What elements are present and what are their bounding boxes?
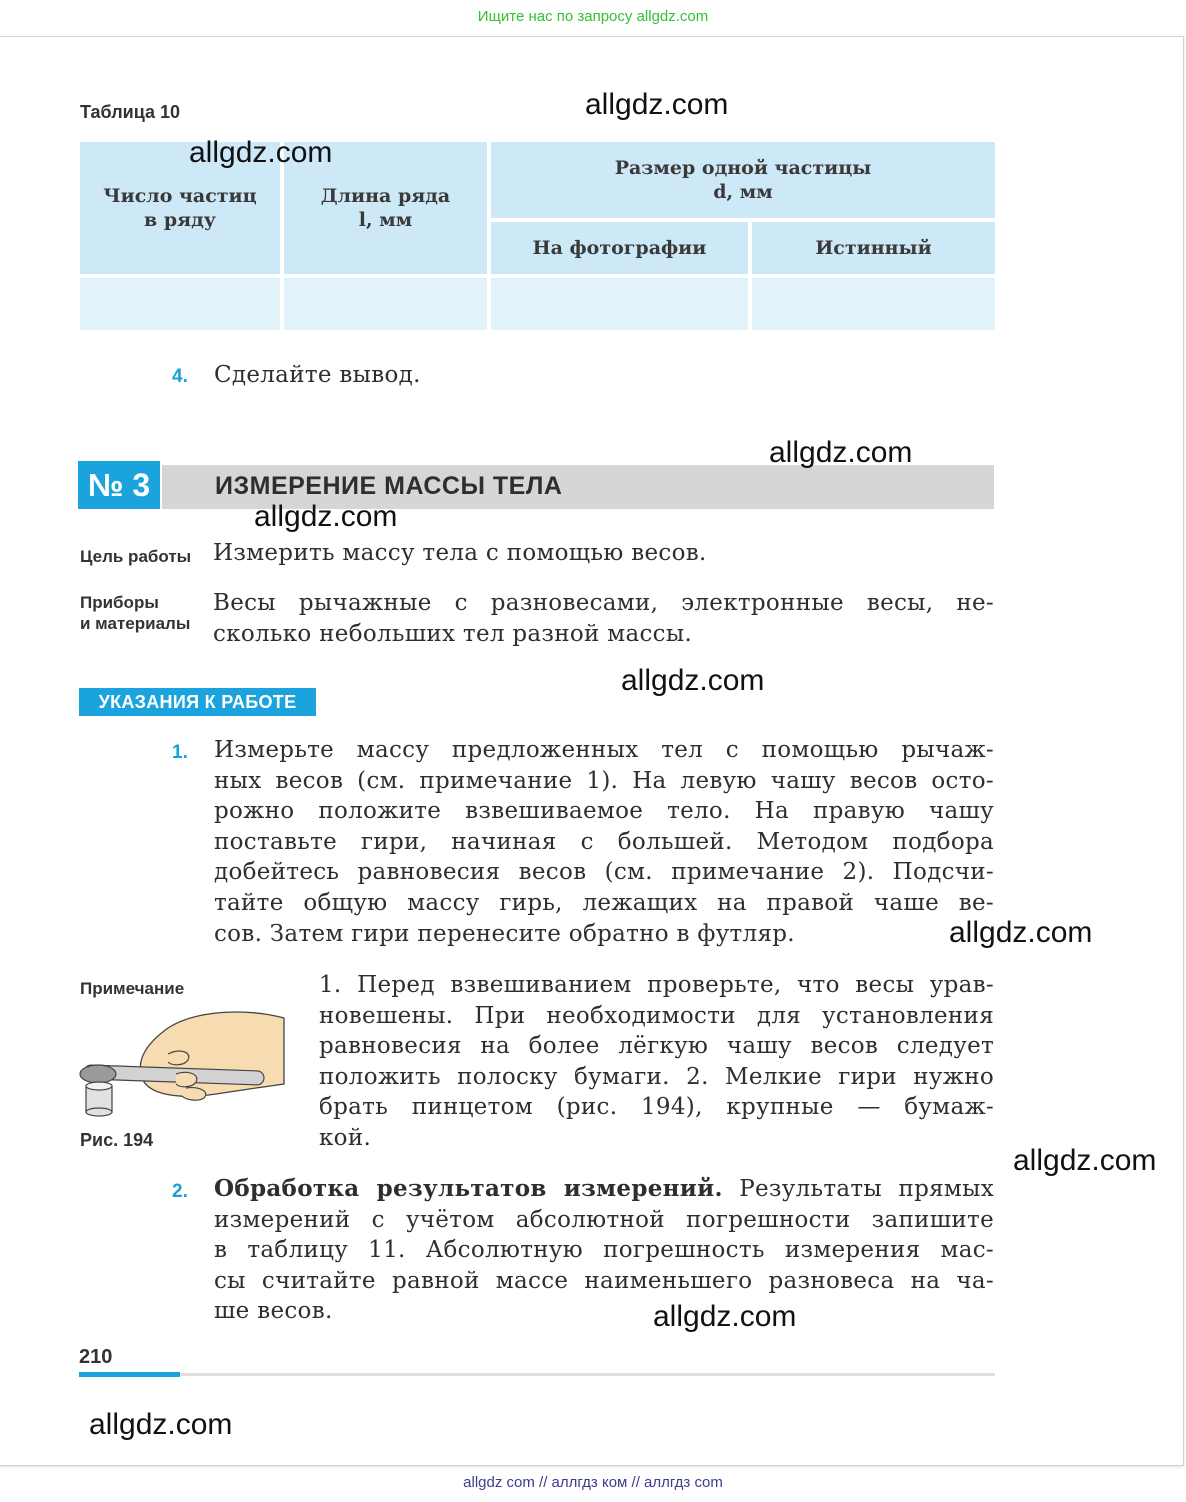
step-number: 1.: [172, 742, 188, 763]
watermark: allgdz.com: [769, 436, 913, 469]
text-line: [214, 1174, 994, 1205]
table-cell: [80, 278, 280, 330]
tweezers-hand-illustration: [76, 1008, 288, 1118]
table-header-true: Истинный: [752, 222, 995, 274]
table-cell: [491, 278, 748, 330]
text-line: 1. Перед взвешиванием проверьте, что весы урав-: [319, 972, 994, 998]
watermark: allgdz.com: [254, 500, 398, 533]
text-line: в таблицу 11. Абсолютную погрешность измерения мас-: [214, 1237, 994, 1264]
equipment-label: [80, 592, 190, 634]
text-line: сколько небольших тел разной массы.: [213, 620, 693, 647]
step-number: 4.: [172, 366, 188, 387]
watermark: allgdz.com: [1013, 1144, 1157, 1177]
text-line: поставьте гири, начиная с большей. Методом подбора: [214, 828, 994, 855]
watermark: allgdz.com: [949, 916, 1093, 949]
page-number: 210: [79, 1346, 113, 1368]
table-cell: [752, 278, 995, 330]
bottom-banner[interactable]: allgdz com // аллгдз ком // аллгдз com: [463, 1474, 723, 1491]
table-cell: [284, 278, 487, 330]
text-line: равновесия на более лёгкую чашу весов следует: [319, 1033, 994, 1060]
figure-caption: Рис. 194: [80, 1130, 154, 1150]
table-header-particle-count: Число частиц в ряду: [80, 142, 280, 274]
text-line: Измерьте массу предложенных тел с помощью рычаж-: [214, 737, 994, 763]
instructions-badge: УКАЗАНИЯ К РАБОТЕ: [79, 688, 316, 716]
text-line: измерений с учётом абсолютной погрешности запишите: [214, 1206, 994, 1233]
watermark: allgdz.com: [621, 664, 765, 697]
text-line: ных весов (см. примечание 1). На левую чашу весов осто-: [214, 767, 994, 794]
text-line: кой.: [319, 1124, 372, 1151]
item-2-text: [214, 1174, 994, 1327]
note-label: Примечание: [80, 979, 185, 998]
text-line: добейтесь равновесия весов (см. примечание 2). Подсчи-: [214, 859, 994, 886]
table-header-particle-size: Размер одной частицы d, мм: [491, 142, 995, 218]
text-line: тайте общую массу гирь, лежащих на правой чаше ве-: [214, 889, 994, 916]
text-line: брать пинцетом (рис. 194), крупные — бумаж-: [319, 1094, 994, 1121]
item-2-heading: Обработка результатов измерений.: [214, 1175, 723, 1202]
note-text: [319, 970, 994, 1154]
footer-rule: [79, 1373, 995, 1376]
equipment-label-line: Приборы: [80, 593, 159, 612]
text-line: сы считайте равной массе наименьшего разновеса на ча-: [214, 1267, 994, 1294]
item-2-line1-rest: Результаты прямых: [722, 1176, 994, 1202]
item-1-text: [214, 735, 994, 949]
goal-label: Цель работы: [80, 547, 192, 566]
equipment-label-line: и материалы: [80, 614, 191, 633]
text-line: положить полоску бумаги. 2. Мелкие гири нужно: [319, 1063, 994, 1090]
watermark: allgdz.com: [189, 136, 333, 169]
text-line: рожно положите взвешиваемое тело. На правую чашу: [214, 798, 994, 825]
step-number: 2.: [172, 1181, 188, 1202]
goal-text: Измерить массу тела с помощью весов.: [213, 540, 707, 566]
text-line: Весы рычажные с разновесами, электронные весы, не-: [213, 590, 994, 616]
text-line: сов. Затем гири перенесите обратно в футляр.: [214, 920, 795, 947]
watermark: allgdz.com: [653, 1300, 797, 1333]
equipment-text: [213, 588, 994, 649]
top-banner[interactable]: Ищите нас по запросу allgdz.com: [477, 8, 709, 25]
table-10: [80, 142, 995, 330]
watermark: allgdz.com: [585, 88, 729, 121]
table-header-on-photo: На фотографии: [491, 222, 748, 274]
table-header-row-length: Длина ряда l, мм: [284, 142, 487, 274]
lab-title: ИЗМЕРЕНИЕ МАССЫ ТЕЛА: [215, 472, 563, 500]
watermark: allgdz.com: [89, 1408, 233, 1441]
table-caption: Таблица 10: [80, 102, 181, 122]
footer-rule-accent: [79, 1372, 180, 1377]
lab-number-badge: № 3: [78, 461, 160, 509]
text-line: ше весов.: [214, 1298, 333, 1325]
text-line: новешены. При необходимости для установления: [319, 1002, 994, 1029]
step-4-text: Сделайте вывод.: [214, 362, 421, 388]
